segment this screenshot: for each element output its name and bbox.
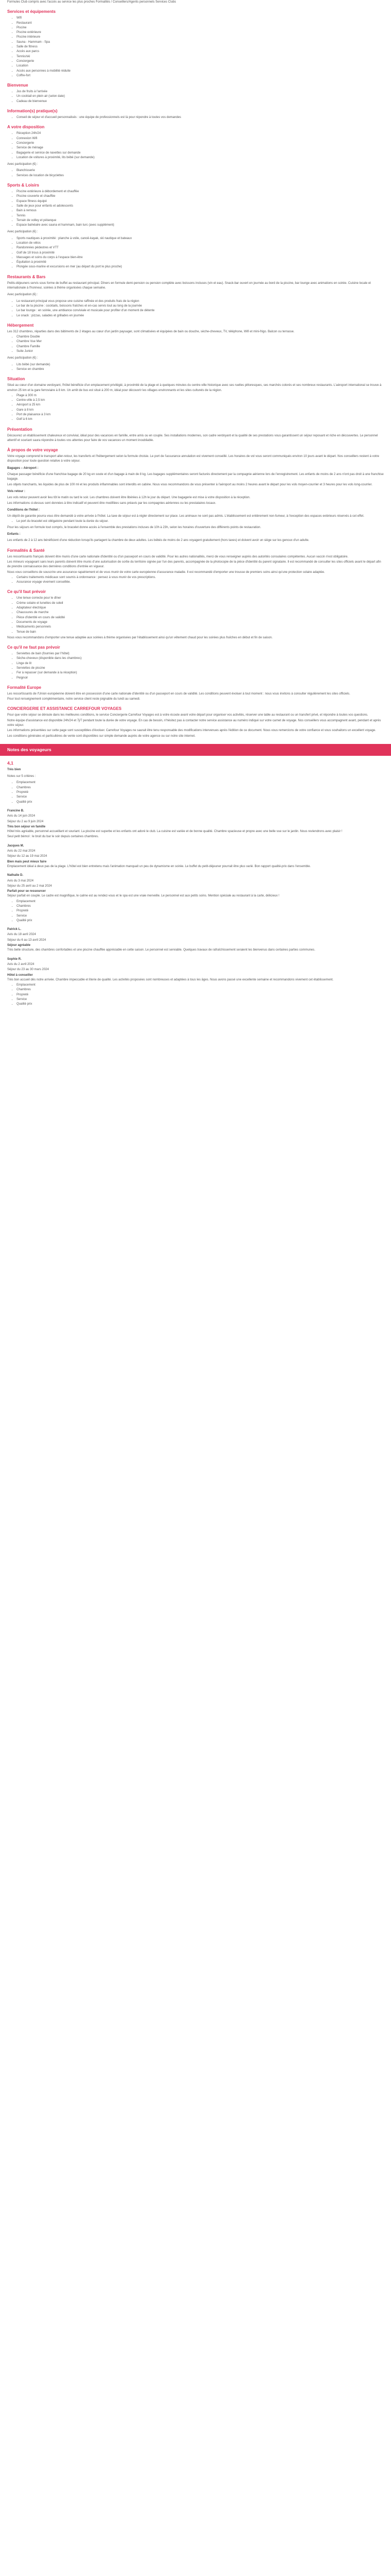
apropos-note-list [7, 519, 384, 524]
bagages-text: Chaque passager bénéficie d'une franchise bagage de 20 kg en soute et d'un bagage à main de 8 kg. Les bagages supplémentaires seront facturés directement par la compagnie aérienne lors de l'enregistrement. Les enfants de moins de 2 ans n'ont pas droit à une franchise bagage. [7, 473, 384, 481]
review-criteria-item: • Chambres [17, 904, 384, 909]
services-title: Services et équipements [7, 9, 56, 14]
formalites-item: • Assurance voyage vivement conseillée. [17, 580, 384, 585]
review-title: Séjour agréable [7, 944, 31, 947]
sports-item: • Bain à remous [17, 209, 384, 213]
hebergement-payant-list [7, 363, 384, 372]
conciergerie-text: Pour que votre séjour se déroule dans les meilleures conditions, le service Conciergerie Carrefour Voyages est à votre écoute avant votre départ pour organiser vos activités, réserver une table au restaurant ou un transfert privé, et répondre à toutes vos questions. [7, 714, 368, 717]
service-item: • Restaurant [17, 21, 384, 26]
hebergement-payant-item: • Service en chambre [17, 367, 384, 372]
descriptif-payant-item: • Services de location de bicyclettes [17, 174, 384, 178]
review [7, 844, 384, 869]
restauration-text: Petits-déjeuners servis sous forme de buffet au restaurant principal. Dîners en formule demi-pension ou pension complète avec boissons incluses (vin et eau). Snack-bar ouvert en journée au bord de la piscine, bar lounge avec animations en soirée. Cuisine locale et internationale à l'honneur, soirées à thème organisées chaque semaine. [7, 281, 371, 290]
bienvenue-section [7, 82, 384, 104]
conciergerie-title: CONCIERGERIE ET ASSISTANCE CARREFOUR VOYAGES [7, 706, 122, 711]
distance-item: • Aéroport à 25 km [17, 403, 384, 408]
presentation-title: Présentation [7, 427, 32, 432]
service-item: • Salle de fitness [17, 45, 384, 49]
sports-payant-label: Avec participation (€) : [7, 230, 38, 234]
sports-payant-item: • Randonnées pédestres et VTT [17, 246, 384, 250]
info-title: Information(s) pratique(s) [7, 109, 58, 114]
sports-item: • Tennis [17, 214, 384, 218]
reviews-section [0, 760, 391, 1007]
restauration-payant-item: • Le bar lounge : en soirée, une ambiance conviviale et musicale pour profiter d'un moment de détente [17, 309, 384, 313]
review [7, 809, 384, 840]
restauration-payant-label: Avec participation (€) : [7, 293, 38, 297]
overall-rating: 4,1 [7, 760, 13, 766]
criteria-item: • Service [17, 795, 384, 800]
formalites-text-2: Les mineurs voyageant sans leurs parents doivent être munis d'une autorisation de sortie du territoire signée par l'un des parents, accompagnée de la photocopie de la pièce d'identité du parent signataire. Il est recommandé de consulter les sites officiels avant le départ afin de prendre connaissance des dernières conditions d'entrée en vigueur. [7, 560, 381, 569]
criteria-item: • Chambres [17, 786, 384, 790]
hebergement-text: Les 312 chambres, réparties dans des bâtiments de 2 étages au cœur d'un jardin paysager, sont climatisées et équipées de bain ou douche, sèche-cheveux, TV, téléphone, Wifi et mini-frigo. Balcon ou terrasse. [7, 330, 295, 333]
sports-payant-item: • Massages et soins du corps à l'espace bien-être [17, 256, 384, 260]
restauration-payant-item: • Le bar de la piscine : cocktails, boissons fraîches et en-cas servis tout au long de la journée [17, 304, 384, 309]
review-title: Parfait pour se ressourcer [7, 890, 46, 893]
hebergement-title: Hébergement [7, 323, 34, 328]
sante-text: Nous vous conseillons de souscrire une assurance rapatriement et de vous munir de votre carte européenne d'assurance maladie. Il est recommandé d'emporter une trousse de premiers soins ainsi qu'une protection solaire adaptée. [7, 570, 325, 574]
distance-item: • Plage à 300 m [17, 394, 384, 398]
hebergement-payant-item: • Lits bébé (sur demande) [17, 363, 384, 367]
descriptif-item: • Réception 24h/24 [17, 131, 384, 136]
restauration-payant-item: • Le restaurant principal vous propose une cuisine raffinée et des produits frais de la région [17, 299, 384, 304]
review-criteria-item: • Chambres [17, 988, 384, 992]
service-item: • Piscine [17, 26, 384, 30]
review-criteria-item: • Emplacement [17, 983, 384, 988]
review [7, 957, 384, 1007]
review-text: Séjour parfait en couple. Le cadre est magnifique, le calme est au rendez-vous et le spa est une vraie merveille. Le personnel est aux petits soins. Mention spéciale au restaurant à la carte, délicieux ! [7, 894, 280, 898]
descriptif-item: • Service de ménage [17, 146, 384, 150]
service-item: • Piscine intérieure [17, 35, 384, 40]
review-author: Jacques M. [7, 844, 24, 848]
review-text: Emplacement idéal à deux pas de la plage. L'hôtel est bien entretenu mais l'animation manquait un peu de dynamisme en soirée. Le buffet du petit-déjeuner pourrait être plus varié. Bon rapport qualité-prix dans l'ensemble. [7, 865, 311, 868]
review-stay: Séjour du 12 au 19 mai 2024 [7, 855, 47, 858]
aprevoir-section [7, 589, 384, 640]
criteria-item: • Qualité prix [17, 800, 384, 805]
review-text: Hôtel très agréable, personnel accueillant et souriant. La piscine est superbe et les enfants ont adoré le club. La cuisine est variée et de bonne qualité. Chambre spacieuse et propre avec une belle vue sur le jardin. Nous reviendrons avec plaisir ! [7, 830, 343, 834]
vols-label: Vols retour : [7, 489, 25, 493]
review-stay: Séjour du 25 avril au 2 mai 2024 [7, 884, 52, 888]
enfants-label: Enfants : [7, 533, 21, 536]
aprevoir-item: • Adaptateur électrique [17, 606, 384, 611]
aprevoir-item: • Chaussures de marche [17, 611, 384, 615]
review-criteria-item: • Emplacement [17, 900, 384, 904]
sports-section [7, 182, 384, 270]
formalites-title: Formalités & Santé [7, 548, 45, 553]
aprevoir2-item: • Peignoir [17, 676, 384, 681]
sports-item: • Espace fitness équipé [17, 199, 384, 204]
sports-payant-item: • Équitation à proximité [17, 260, 384, 265]
apropos-payant-text: Pour les séjours en formule tout compris, le bracelet donne accès à l'ensemble des prestations incluses de 10h à 23h, selon les horaires d'ouverture des différents points de restauration. [7, 526, 262, 529]
sports-title: Sports & Loisirs [7, 183, 39, 188]
service-item: • Location [17, 64, 384, 69]
enfants-text: Les enfants de 2 à 12 ans bénéficient d'une réduction lorsqu'ils partagent la chambre de deux adultes. Les bébés de moins de 2 ans voyagent gratuitement (hors taxes) et doivent avoir un siège sur les genoux d'un adulte. [7, 539, 309, 543]
aprevoir-item: • Tenue de bain [17, 630, 384, 635]
conciergerie-text-3: Les informations présentées sur cette page sont susceptibles d'évoluer. Carrefour Voyages ne saurait être tenu responsable des modifications intervenues après l'édition de ce document. Nous vous remercions de votre confiance et vous souhaitons un excellent voyage. [7, 729, 376, 733]
apropos-title: À propos de votre voyage [7, 448, 58, 453]
hebergement-payant-label: Avec participation (€) : [7, 357, 38, 360]
review-stay: Séjour du 2 au 9 juin 2024 [7, 820, 44, 823]
sports-item: • Espace balnéaire avec sauna et hammam, bain turc (avec supplément) [17, 223, 384, 228]
europe-text: Les ressortissants de l'Union européenne doivent être en possession d'une carte nationale d'identité ou d'un passeport en cours de validité. Les conditions peuvent évoluer à tout moment : nous vous invitons à consulter régulièrement les sites officiels. [7, 692, 350, 696]
sports-payant-item: • Plongée sous-marine et excursions en mer (au départ du port le plus proche) [17, 265, 384, 269]
sports-payant-item: • Location de vélos [17, 241, 384, 246]
reviews-banner: Notes des voyageurs [0, 744, 391, 756]
review-title: Très bon séjour en famille [7, 825, 46, 828]
info-list [7, 115, 384, 120]
europe-text-2: Pour tout renseignement complémentaire, notre service client reste joignable du lundi au samedi. [7, 698, 140, 701]
descriptif-item: • Bagagerie et service de navettes sur demande [17, 151, 384, 156]
review-date: Avis du 22 mai 2024 [7, 850, 36, 853]
aprevoir2-item: • Linge de lit [17, 662, 384, 666]
bienvenue-item: • Jus de fruits à l'arrivée [17, 90, 384, 94]
formalites-item: • Certains traitements médicaux sont soumis à ordonnance : pensez à vous munir de vos prescriptions. [17, 575, 384, 580]
aprevoir2-item: • Fer à repasser (sur demande à la réception) [17, 671, 384, 675]
aprevoir2-section [7, 645, 384, 681]
aprevoir-item: • Pièce d'identité en cours de validité [17, 616, 384, 620]
hebergement-item: • Suite Junior [17, 349, 384, 354]
situation-text: Situé au cœur d'un domaine verdoyant, l'hôtel bénéficie d'un emplacement privilégié, à proximité de la plage et à quelques minutes du centre-ville historique avec ses ruelles pittoresques, ses marchés colorés et ses nombreux restaurants. L'aéroport international se trouve à environ 25 km et la gare ferroviaire à 8 km. Un arrêt de bus est situé à 200 m, idéal pour découvrir les villages environnants et les sites culturels de la région. [7, 384, 382, 392]
service-item: • Piscine extérieure [17, 30, 384, 35]
situation-title: Situation [7, 377, 25, 382]
review-criteria-item: • Service [17, 997, 384, 1002]
sports-payant-item: • Sports nautiques à proximité : planche à voile, canoë-kayak, ski nautique et bateaux [17, 236, 384, 241]
review-author: Francine B. [7, 809, 24, 812]
aprevoir2-title: Ce qu'il ne faut pas prévoir [7, 645, 60, 650]
aprevoir-item: • Crème solaire et lunettes de soleil [17, 601, 384, 606]
sports-item: • Terrain de volley et pétanque [17, 218, 384, 223]
sports-payant-list [7, 236, 384, 270]
conciergerie-section [7, 706, 384, 738]
descriptif-item: • Connexion Wifi [17, 137, 384, 141]
formalites-text: Les ressortissants français doivent être munis d'une carte nationale d'identité ou d'un passeport en cours de validité. Pour les autres nationalités, merci de vous renseigner auprès des autorités consulaires compétentes. Aucun vaccin n'est obligatoire. [7, 555, 349, 558]
sports-item: • Piscine couverte et chauffée [17, 194, 384, 199]
apropos-text: Votre voyage comprend le transport aller-retour, les transferts et l'hébergement selon la formule choisie. Le port de l'assurance annulation est vivement conseillé. Les horaires de vol vous seront communiqués environ 10 jours avant le départ. Nos conseillers restent à votre disposition pour toute question relative à votre séjour. [7, 455, 380, 463]
restauration-section [7, 274, 384, 318]
criteria-item: • Propreté [17, 790, 384, 795]
review-date: Avis du 3 mai 2024 [7, 879, 34, 883]
review-author: Sophie R. [7, 957, 22, 961]
criteria-item: • Emplacement [17, 781, 384, 785]
presentation-section [7, 427, 384, 444]
service-item: • Tennis/ski [17, 55, 384, 59]
info-item: • Conseil de séjour et d'accueil personnalisés : une équipe de professionnels est là pour répondre à toutes vos demandes [17, 115, 384, 120]
sports-payant-item: • Golf de 18 trous à proximité [17, 251, 384, 256]
distance-item: • Gare à 8 km [17, 408, 384, 413]
descriptif-payant-item: • Blanchisserie [17, 168, 384, 173]
review-criteria-item: • Qualité prix [17, 919, 384, 923]
europe-title: Formalité Europe [7, 685, 41, 690]
restauration-payant-list [7, 299, 384, 318]
bagages-label: Bagages – Aéroport : [7, 466, 39, 470]
review-title: Hôtel à conseiller [7, 973, 33, 977]
review-criteria-list [7, 983, 384, 1007]
info-section [7, 108, 384, 120]
aprevoir2-list [7, 652, 384, 681]
service-item: • Accès aux parcs [17, 49, 384, 54]
descriptif-payant-list [7, 168, 384, 178]
aprevoir-text: Nous vous recommandons d'emporter une tenue adaptée aux soirées à thème organisées par l'établissement ainsi qu'un vêtement chaud pour les soirées plus fraîches en début et fin de saison. [7, 636, 273, 639]
review-criteria-item: • Propreté [17, 993, 384, 997]
review-criteria-list [7, 900, 384, 923]
service-item: • Conciergerie [17, 59, 384, 64]
review-stay: Séjour du 6 au 13 avril 2024 [7, 938, 46, 942]
europe-section [7, 685, 384, 702]
situation-section [7, 376, 384, 422]
descriptif-list [7, 131, 384, 160]
services-section [7, 9, 384, 78]
hebergement-item: • Chambre Famille [17, 345, 384, 349]
apropos-note: Les informations ci-dessus sont données à titre indicatif et peuvent être modifiées sans préavis par les compagnies aériennes ou les prestataires locaux. [7, 501, 216, 505]
review-criteria-item: • Qualité prix [17, 1002, 384, 1007]
service-item: • Coffre-fort [17, 74, 384, 78]
conciergerie-text-4: Les conditions générales et particulières de vente sont disponibles sur simple demande auprès de votre agence ou sur notre site internet. [7, 734, 196, 738]
distance-item: • Port de plaisance à 3 km [17, 413, 384, 417]
aprevoir-list [7, 596, 384, 634]
formalites-section [7, 548, 384, 585]
review-date: Avis du 18 avril 2024 [7, 933, 36, 937]
conditions-text: Un dépôt de garantie pourra vous être demandé à votre arrivée à l'hôtel. La taxe de séjour est à régler directement sur place. Les animaux ne sont pas admis. L'établissement est entièrement non-fumeur, à l'exception des espaces extérieurs réservés à cet effet. [7, 515, 365, 518]
reviews-list [7, 809, 384, 1007]
hebergement-item: • Chambre Vue Mer [17, 340, 384, 344]
review-text-2: Seul petit bémol : le bruit du bar le soir depuis certaines chambres. [7, 835, 99, 839]
restauration-payant-item: • Le snack : pizzas, salades et grillades en journée [17, 314, 384, 318]
aprevoir-item: • Documents de voyage [17, 620, 384, 625]
review [7, 927, 384, 953]
apropos-section [7, 447, 384, 543]
hebergement-section [7, 323, 384, 372]
bienvenue-title: Bienvenue [7, 83, 28, 88]
conciergerie-text-2: Notre équipe d'assistance est disponible 24h/24 et 7j/7 pendant toute la durée de votre voyage. En cas de besoin, n'hésitez pas à contacter notre service assistance au numéro indiqué sur votre carnet de voyage. Nos conseillers vous accompagnent avant, pendant et après votre séjour. [7, 719, 381, 727]
review-criteria-item: • Service [17, 914, 384, 919]
review-title: Bien mais peut mieux faire [7, 860, 47, 863]
criteria-label: Notes sur 5 critères : [7, 775, 36, 778]
review-stay: Séjour du 23 au 30 mars 2024 [7, 968, 49, 972]
descriptif-section [7, 124, 384, 178]
review-date: Avis du 2 avril 2024 [7, 962, 35, 966]
aprevoir2-item: • Serviettes de bain (fournies par l'hôtel) [17, 652, 384, 656]
aprevoir2-item: • Serviettes de piscine [17, 666, 384, 671]
review-author: Nathalie D. [7, 874, 24, 877]
sports-list [7, 190, 384, 228]
review-text: Très belle structure, des chambres confortables et une piscine chauffée appréciable en cette saison. Le personnel est serviable. Quelques travaux de rafraîchissement seraient les bienvenus dans certaines parties communes. [7, 948, 315, 952]
service-item: • Sauna - Hammam - Spa [17, 40, 384, 45]
distance-item: • Golf à 6 km [17, 417, 384, 422]
descriptif-item: • Location de voitures à proximité, lits bébé (sur demande) [17, 156, 384, 160]
restauration-title: Restaurants & Bars [7, 274, 46, 279]
criteria-list [7, 781, 384, 804]
descriptif-title: A votre disposition [7, 125, 45, 130]
aprevoir-item: • Une tenue correcte pour le dîner [17, 596, 384, 601]
bienvenue-item: • Cadeau de bienvenue [17, 99, 384, 104]
presentation-text: Découvrez un établissement chaleureux et convivial, idéal pour des vacances en famille, entre amis ou en couple. Ses installations modernes, son cadre verdoyant et la qualité de ses prestations vous garantissent un séjour reposant et riche en découvertes. Le personnel attentif et souriant saura répondre à toutes vos attentes pour faire de vos vacances un moment inoubliable. [7, 434, 378, 442]
situation-distance-list [7, 394, 384, 422]
vols-text: Les vols retour peuvent avoir lieu tôt le matin ou tard le soir. Les chambres doivent être libérées à 12h le jour du départ. Une bagagerie est mise à votre disposition à la réception. [7, 496, 251, 500]
sports-item: • Salle de jeux pour enfants et adolescents [17, 204, 384, 209]
bienvenue-list [7, 90, 384, 104]
review-date: Avis du 14 juin 2024 [7, 815, 35, 818]
hebergement-list [7, 335, 384, 354]
sports-item: • Piscine extérieure à débordement et chauffée [17, 190, 384, 194]
descriptif-payant-label: Avec participation (€) : [7, 163, 38, 166]
hebergement-item: • Chambre Double [17, 335, 384, 340]
services-list [7, 16, 384, 78]
aprevoir-item: • Médicaments personnels [17, 625, 384, 630]
aprevoir-title: Ce qu'il faut prévoir [7, 589, 46, 595]
aprevoir2-item: • Sèche-cheveux (disponible dans les chambres) [17, 656, 384, 661]
bagages-text-2: Les objets tranchants, les liquides de plus de 100 ml et les produits inflammables sont interdits en cabine. Nous vous recommandons de vous présenter à l'aéroport au moins 2 heures avant le départ pour les vols moyen-courrier et 3 heures pour les vols long-courrier. [7, 483, 372, 486]
conditions-label: Conditions de l'hôtel : [7, 508, 40, 512]
formalites-list [7, 575, 384, 585]
service-item: • Wifi [17, 16, 384, 21]
distance-item: • Centre-ville à 2,5 km [17, 398, 384, 403]
review-author: Patrick L. [7, 928, 22, 931]
apropos-note-item: • Le port du bracelet est obligatoire pendant toute la durée du séjour. [17, 519, 384, 524]
review [7, 873, 384, 923]
review-criteria-item: • Propreté [17, 909, 384, 913]
review-text: Très bon accueil dès notre arrivée. Chambre impeccable et literie de qualité. Les activités proposées sont nombreuses et adaptées à tous les âges. Nous avons passé une excellente semaine et recommandons vivement cet établissement. [7, 978, 334, 981]
descriptif-item: • Conciergerie [17, 141, 384, 146]
intro-text: Formules Club compris avec l'accès au service les plus proches Formalités / Conseillers/Agents personnels Services Clubs [7, 1, 176, 4]
bienvenue-item: • Un cocktail en plein air (selon date) [17, 94, 384, 99]
overall-rating-label: Très bien [7, 768, 21, 771]
service-item: • Accès aux personnes à mobilité réduite [17, 69, 384, 74]
